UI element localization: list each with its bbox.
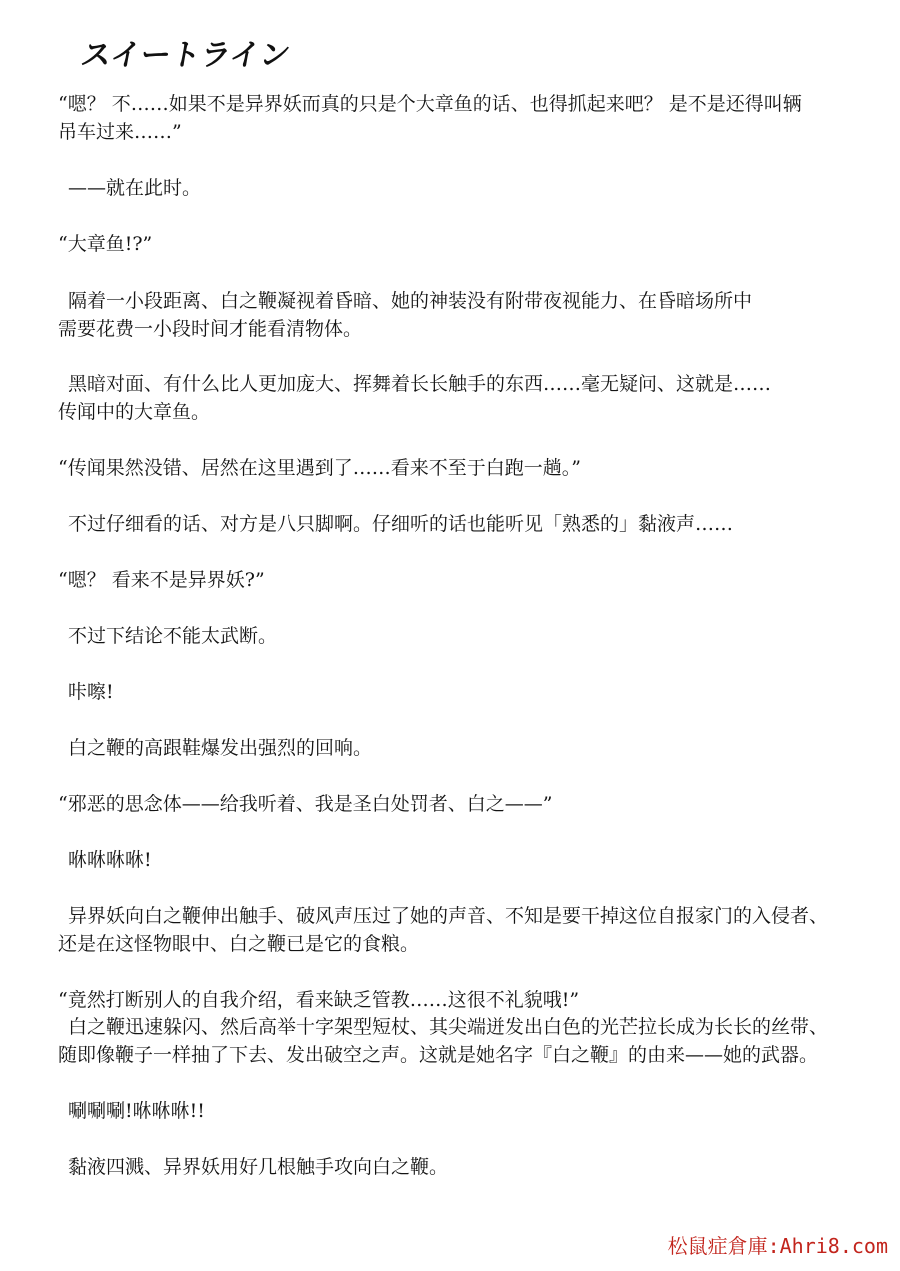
text-line: 异界妖向白之鞭伸出触手、破风声压过了她的声音、不知是要干掉这位自报家门的入侵者、 [68,905,829,927]
text-line: 吊车过来……” [58,121,182,143]
text-line: 唰唰唰!咻咻咻!! [68,1100,205,1122]
text-line: “邪恶的思念体——给我听着、我是圣白处罚者、白之——” [58,793,553,815]
text-line: 咔嚓! [68,681,114,703]
text-line: 隔着一小段距离、白之鞭凝视着昏暗、她的神装没有附带夜视能力、在昏暗场所中 [68,290,753,312]
text-line: 白之鞭的高跟鞋爆发出强烈的回响。 [68,737,373,759]
text-line: 随即像鞭子一样抽了下去、发出破空之声。这就是她名字『白之鞭』的由来——她的武器。 [58,1044,819,1066]
text-line: ——就在此时。 [68,177,202,199]
publisher-logo: スイートライン [78,38,293,73]
text-line: 不过下结论不能太武断。 [68,625,278,647]
text-line: 需要花费一小段时间才能看清物体。 [58,318,363,340]
text-line: 不过仔细看的话、对方是八只脚啊。仔细听的话也能听见「熟悉的」黏液声…… [68,513,734,535]
text-line: “竟然打断别人的自我介绍，看来缺乏管教……这很不礼貌哦!” [58,989,580,1011]
text-line: 咻咻咻咻! [68,849,152,871]
site-watermark: 松鼠症倉庫:Ahri8.com [667,1234,888,1258]
text-line: 黏液四溅、异界妖用好几根触手攻向白之鞭。 [68,1156,449,1178]
page-text [58,0,894,1271]
text-line: 黑暗对面、有什么比人更加庞大、挥舞着长长触手的东西……毫无疑问、这就是…… [68,373,772,395]
text-line: 白之鞭迅速躲闪、然后高举十字架型短杖、其尖端迸发出白色的光芒拉长成为长长的丝带、 [68,1016,829,1038]
text-line: “大章鱼!?” [58,233,153,255]
text-line: “嗯？ 看来不是异界妖?” [58,569,265,591]
text-line: “嗯？ 不……如果不是异界妖而真的只是个大章鱼的话、也得抓起来吧？ 是不是还得叫辆 [58,93,802,115]
text-line: “传闻果然没错、居然在这里遇到了……看来不至于白跑一趟。” [58,457,581,479]
text-line: 还是在这怪物眼中、白之鞭已是它的食粮。 [58,933,420,955]
text-line: 传闻中的大章鱼。 [58,401,211,423]
